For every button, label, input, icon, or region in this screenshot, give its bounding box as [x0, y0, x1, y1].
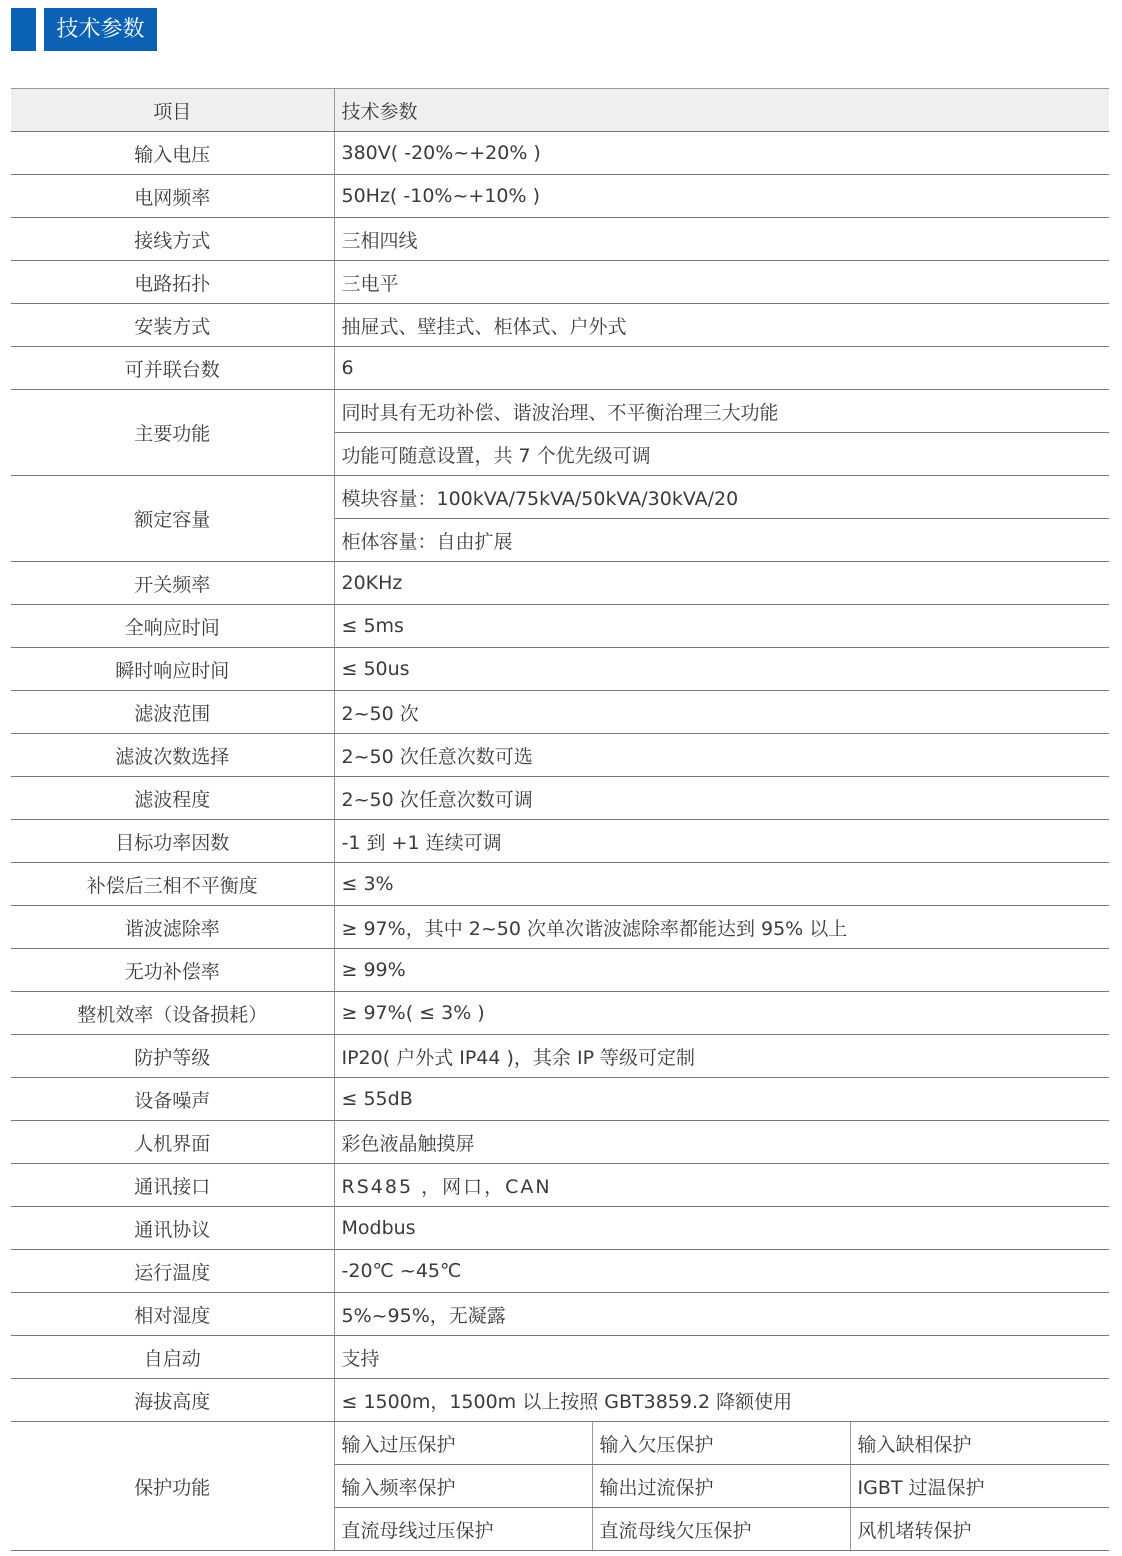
- spec-table: [11, 88, 1109, 1551]
- table-row: [11, 304, 1109, 347]
- row-value: ≥ 97%( ≤ 3% ): [334, 992, 1109, 1035]
- row-value: 彩色液晶触摸屏: [334, 1121, 1109, 1164]
- row-value: ≤ 5ms: [334, 605, 1109, 648]
- table-row: [11, 777, 1109, 820]
- row-label: 自启动: [11, 1336, 334, 1379]
- row-label: 人机界面: [11, 1121, 334, 1164]
- row-label: 谐波滤除率: [11, 906, 334, 949]
- row-label: 可并联台数: [11, 347, 334, 390]
- table-row: [11, 648, 1109, 691]
- row-value: 抽屉式、壁挂式、柜体式、户外式: [334, 304, 1109, 347]
- row-label: 整机效率（设备损耗）: [11, 992, 334, 1035]
- row-label: 无功补偿率: [11, 949, 334, 992]
- table-row: [11, 820, 1109, 863]
- row-value: ≤ 1500m，1500m 以上按照 GBT3859.2 降额使用: [334, 1379, 1109, 1422]
- table-row: [11, 1379, 1109, 1422]
- row-label: 输入电压: [11, 132, 334, 175]
- section-title: 技术参数: [44, 8, 157, 51]
- table-row: [11, 1164, 1109, 1207]
- row-value: 同时具有无功补偿、谐波治理、不平衡治理三大功能: [334, 390, 1109, 433]
- row-value: 2~50 次任意次数可选: [334, 734, 1109, 777]
- row-value: ≥ 97%，其中 2~50 次单次谐波滤除率都能达到 95% 以上: [334, 906, 1109, 949]
- row-label: 海拔高度: [11, 1379, 334, 1422]
- column-header-item: 项目: [11, 89, 334, 132]
- row-label: 补偿后三相不平衡度: [11, 863, 334, 906]
- protection-item: 输出过流保护: [592, 1465, 850, 1508]
- table-row: [11, 1250, 1109, 1293]
- table-row: [11, 906, 1109, 949]
- row-value: 6: [334, 347, 1109, 390]
- row-label: 接线方式: [11, 218, 334, 261]
- table-row: [11, 1293, 1109, 1336]
- row-value: 2~50 次任意次数可调: [334, 777, 1109, 820]
- row-value: 20KHz: [334, 562, 1109, 605]
- row-label: 瞬时响应时间: [11, 648, 334, 691]
- protection-item: 直流母线过压保护: [334, 1508, 592, 1551]
- row-label: 额定容量: [11, 476, 334, 562]
- row-value: 支持: [334, 1336, 1109, 1379]
- row-value: -20℃ ~45℃: [334, 1250, 1109, 1293]
- table-row: [11, 691, 1109, 734]
- table-row: [11, 218, 1109, 261]
- row-label: 相对湿度: [11, 1293, 334, 1336]
- table-row: [11, 390, 1109, 433]
- row-label: 滤波范围: [11, 691, 334, 734]
- protection-item: 输入过压保护: [334, 1422, 592, 1465]
- protection-item: 直流母线欠压保护: [592, 1508, 850, 1551]
- row-label: 开关频率: [11, 562, 334, 605]
- table-header-row: [11, 89, 1109, 132]
- row-value: ≤ 55dB: [334, 1078, 1109, 1121]
- row-label: 设备噪声: [11, 1078, 334, 1121]
- row-label: 主要功能: [11, 390, 334, 476]
- protection-item: 风机堵转保护: [850, 1508, 1109, 1551]
- row-label: 通讯接口: [11, 1164, 334, 1207]
- row-value: RS485 ，网口，CAN: [334, 1164, 1109, 1207]
- row-label: 防护等级: [11, 1035, 334, 1078]
- table-row: [11, 1207, 1109, 1250]
- row-value: 三电平: [334, 261, 1109, 304]
- table-row: [11, 1078, 1109, 1121]
- row-label: 保护功能: [11, 1422, 334, 1551]
- table-row: [11, 734, 1109, 777]
- table-row: [11, 175, 1109, 218]
- row-label: 通讯协议: [11, 1207, 334, 1250]
- row-value: 三相四线: [334, 218, 1109, 261]
- row-value: 5%~95%，无凝露: [334, 1293, 1109, 1336]
- row-label: 电网频率: [11, 175, 334, 218]
- protection-item: 输入欠压保护: [592, 1422, 850, 1465]
- table-row: [11, 132, 1109, 175]
- row-value: ≤ 3%: [334, 863, 1109, 906]
- table-row: [11, 261, 1109, 304]
- row-label: 全响应时间: [11, 605, 334, 648]
- table-row: [11, 1336, 1109, 1379]
- row-value: -1 到 +1 连续可调: [334, 820, 1109, 863]
- row-value: 2~50 次: [334, 691, 1109, 734]
- row-value: 380V( -20%~+20% ): [334, 132, 1109, 175]
- table-row: [11, 1422, 1109, 1465]
- protection-item: IGBT 过温保护: [850, 1465, 1109, 1508]
- table-row: [11, 992, 1109, 1035]
- table-row: [11, 949, 1109, 992]
- protection-item: 输入频率保护: [334, 1465, 592, 1508]
- table-row: [11, 605, 1109, 648]
- table-row: [11, 347, 1109, 390]
- table-row: [11, 562, 1109, 605]
- row-label: 滤波程度: [11, 777, 334, 820]
- row-label: 电路拓扑: [11, 261, 334, 304]
- row-label: 安装方式: [11, 304, 334, 347]
- row-value: 50Hz( -10%~+10% ): [334, 175, 1109, 218]
- protection-item: 输入缺相保护: [850, 1422, 1109, 1465]
- row-value: 模块容量：100kVA/75kVA/50kVA/30kVA/20: [334, 476, 1109, 519]
- table-row: [11, 863, 1109, 906]
- row-label: 目标功率因数: [11, 820, 334, 863]
- row-value: Modbus: [334, 1207, 1109, 1250]
- row-value: IP20( 户外式 IP44 )，其余 IP 等级可定制: [334, 1035, 1109, 1078]
- row-value: 柜体容量：自由扩展: [334, 519, 1109, 562]
- table-row: [11, 1121, 1109, 1164]
- table-row: [11, 476, 1109, 519]
- row-label: 滤波次数选择: [11, 734, 334, 777]
- column-header-param: 技术参数: [334, 89, 1109, 132]
- table-row: [11, 1035, 1109, 1078]
- row-value: ≥ 99%: [334, 949, 1109, 992]
- header-accent-bar: [11, 8, 36, 51]
- row-value: ≤ 50us: [334, 648, 1109, 691]
- row-value: 功能可随意设置，共 7 个优先级可调: [334, 433, 1109, 476]
- row-label: 运行温度: [11, 1250, 334, 1293]
